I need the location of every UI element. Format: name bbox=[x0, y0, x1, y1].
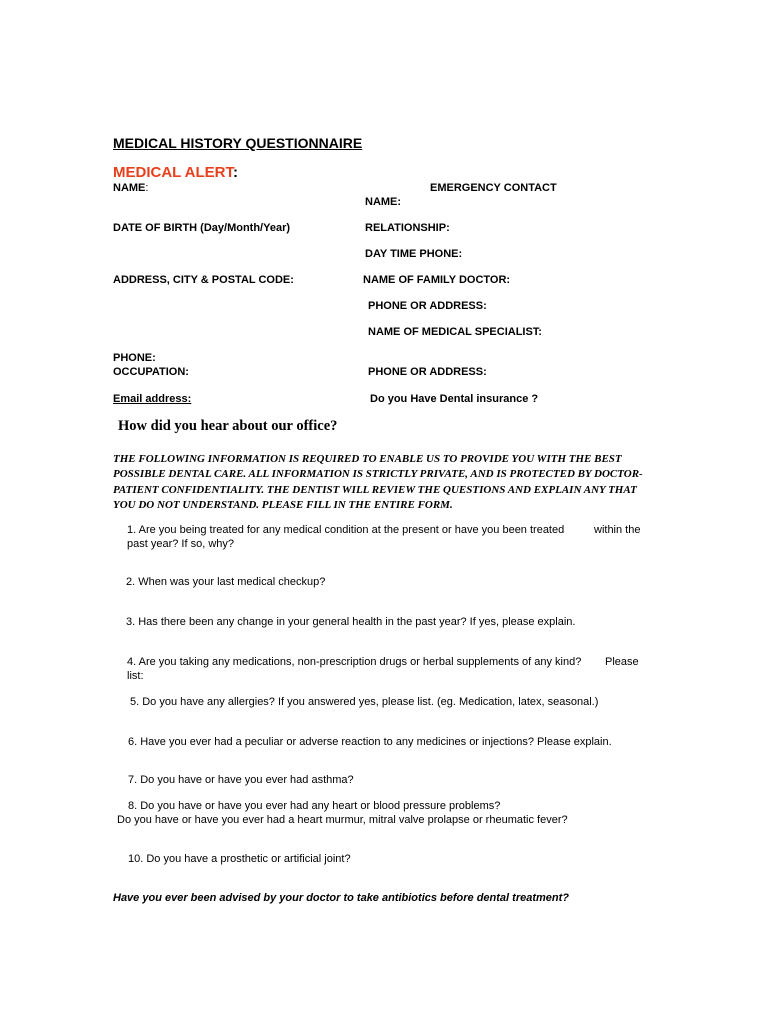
question-10: 10. Do you have a prosthetic or artificial joint? bbox=[128, 853, 351, 865]
dental-insurance-label: Do you Have Dental insurance ? bbox=[370, 393, 539, 405]
medical-alert-colon: : bbox=[233, 164, 238, 181]
phone-field-label: PHONE: bbox=[113, 352, 156, 364]
question-4-cont: Please bbox=[605, 656, 639, 668]
hear-about-heading: How did you hear about our office? bbox=[118, 418, 338, 434]
question-2: 2. When was your last medical checkup? bbox=[126, 576, 326, 588]
doctor-phone-label: PHONE OR ADDRESS: bbox=[368, 300, 487, 312]
question-7: 7. Do you have or have you ever had asthma? bbox=[128, 774, 354, 786]
question-1-line2: past year? If so, why? bbox=[127, 538, 234, 550]
question-1: 1. Are you being treated for any medical condition at the present or have you been treated bbox=[127, 524, 565, 536]
question-4-line2: list: bbox=[127, 670, 144, 682]
confidentiality-notice: THE FOLLOWING INFORMATION IS REQUIRED TO ENABLE US TO PROVIDE YOU WITH THE BEST POSSIBLE DENTAL CARE. ALL INFORMATION IS STRICTLY PRIVATE, AND IS PROTECTED BY DOCTOR-PATIENT CONFIDENTIALITY. THE DENTIST WILL REVIEW THE QUESTIONS AND EXPLAIN ANY THAT YOU DO NOT UNDERSTAND. PLEASE FILL IN THE ENTIRE FORM. bbox=[113, 453, 643, 511]
day-phone-label: DAY TIME PHONE: bbox=[365, 248, 463, 260]
medical-alert-heading bbox=[113, 164, 238, 181]
family-doctor-label: NAME OF FAMILY DOCTOR: bbox=[363, 274, 511, 286]
emergency-contact-heading: EMERGENCY CONTACT bbox=[430, 182, 557, 194]
antibiotics-question: Have you ever been advised by your doctor to take antibiotics before dental treatment? bbox=[113, 892, 570, 904]
question-1-cont: within the bbox=[594, 524, 641, 536]
question-5: 5. Do you have any allergies? If you answered yes, please list. (eg. Medication, latex, seasonal.) bbox=[130, 696, 599, 708]
question-8: 8. Do you have or have you ever had any heart or blood pressure problems? bbox=[128, 800, 501, 812]
medical-alert-label: MEDICAL ALERT bbox=[113, 164, 233, 181]
question-4: 4. Are you taking any medications, non-prescription drugs or herbal supplements of any kind? bbox=[127, 656, 582, 668]
specialist-label: NAME OF MEDICAL SPECIALIST: bbox=[368, 326, 542, 338]
email-field-label: Email address: bbox=[113, 393, 192, 405]
specialist-phone-label: PHONE OR ADDRESS: bbox=[368, 366, 487, 378]
question-8-line2: Do you have or have you ever had a heart murmur, mitral valve prolapse or rheumatic fever? bbox=[117, 814, 568, 826]
relationship-label: RELATIONSHIP: bbox=[365, 222, 450, 234]
form-title: MEDICAL HISTORY QUESTIONNAIRE bbox=[113, 135, 363, 151]
occupation-field-label: OCCUPATION: bbox=[113, 366, 189, 378]
name-field-label: NAME: bbox=[113, 182, 149, 194]
emergency-name-label: NAME: bbox=[365, 196, 402, 208]
dob-field-label: DATE OF BIRTH (Day/Month/Year) bbox=[113, 222, 291, 234]
question-6: 6. Have you ever had a peculiar or adverse reaction to any medicines or injections? Please explain. bbox=[128, 736, 612, 748]
address-field-label: ADDRESS, CITY & POSTAL CODE: bbox=[113, 274, 294, 286]
question-3: 3. Has there been any change in your general health in the past year? If yes, please explain. bbox=[126, 616, 576, 628]
